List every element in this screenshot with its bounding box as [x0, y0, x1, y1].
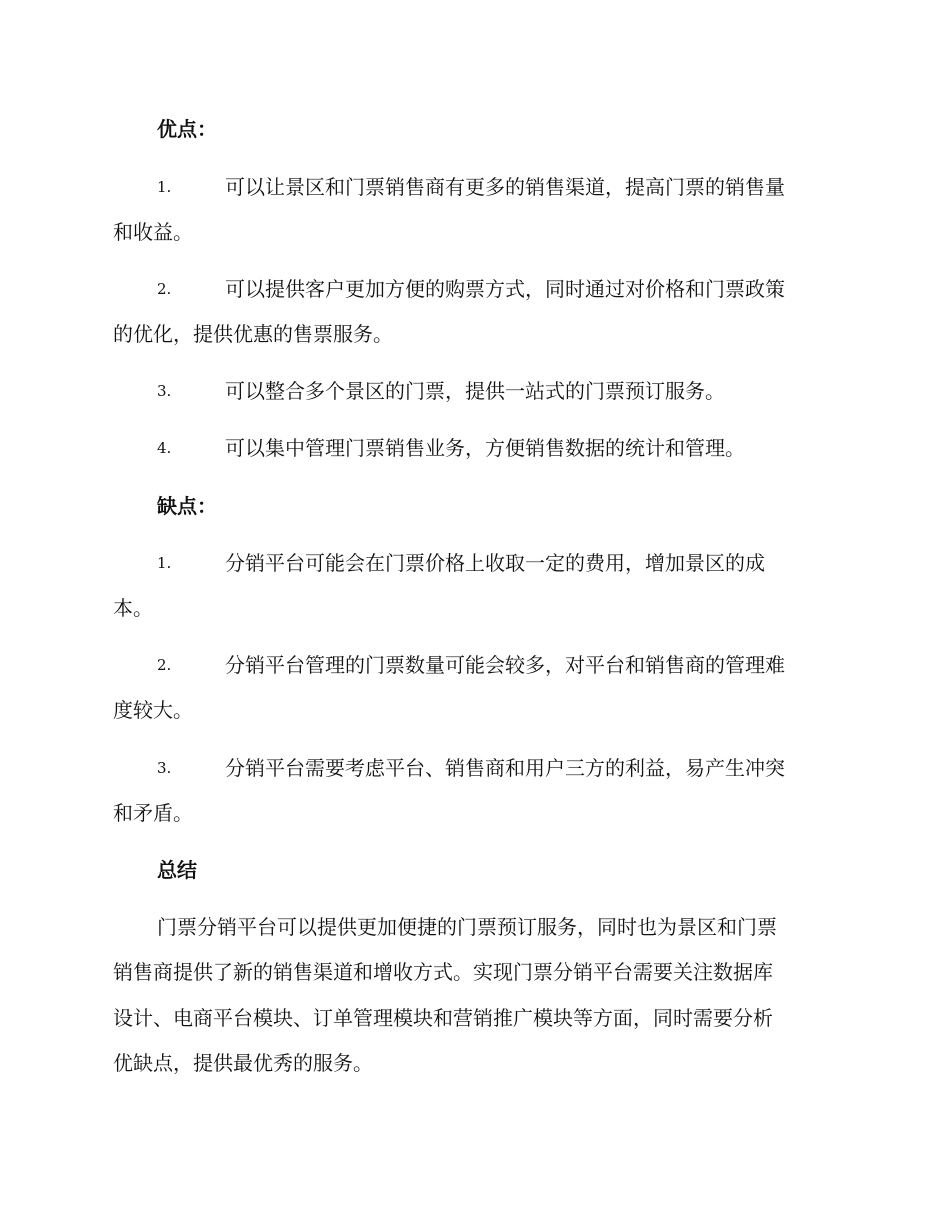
summary-line: 优缺点，提供最优秀的服务。 — [113, 1051, 373, 1075]
summary-line: 销售商提供了新的销售渠道和增收方式。实现门票分销平台需要关注数据库 — [113, 960, 773, 984]
list-item-text: 可以集中管理门票销售业务，方便销售数据的统计和管理。 — [225, 436, 745, 460]
list-number: 3. — [157, 759, 172, 777]
list-number: 3. — [157, 382, 172, 400]
pros-heading: 优点： — [157, 117, 217, 141]
list-number: 1. — [157, 554, 172, 572]
list-number: 1. — [157, 178, 172, 196]
list-item-text-continued: 和矛盾。 — [113, 801, 193, 825]
list-item-text: 可以整合多个景区的门票，提供一站式的门票预订服务。 — [225, 379, 725, 403]
list-item-text: 分销平台管理的门票数量可能会较多，对平台和销售商的管理难 — [225, 653, 785, 677]
list-item-text-continued: 的优化，提供优惠的售票服务。 — [113, 322, 393, 346]
list-number: 2. — [157, 656, 172, 674]
list-number: 4. — [157, 439, 172, 457]
list-item-text: 可以让景区和门票销售商有更多的销售渠道，提高门票的销售量 — [225, 175, 785, 199]
list-item-text: 可以提供客户更加方便的购票方式，同时通过对价格和门票政策 — [225, 277, 785, 301]
list-item-text-continued: 度较大。 — [113, 698, 193, 722]
list-item-text-continued: 和收益。 — [113, 220, 193, 244]
list-item-text: 分销平台可能会在门票价格上收取一定的费用，增加景区的成 — [225, 551, 765, 575]
cons-heading: 缺点： — [157, 494, 217, 518]
summary-line: 设计、电商平台模块、订单管理模块和营销推广模块等方面，同时需要分析 — [113, 1006, 773, 1030]
summary-heading: 总结 — [157, 858, 197, 882]
list-item-text-continued: 本。 — [113, 596, 153, 620]
summary-line: 门票分销平台可以提供更加便捷的门票预订服务，同时也为景区和门票 — [157, 915, 777, 939]
list-number: 2. — [157, 280, 172, 298]
list-item-text: 分销平台需要考虑平台、销售商和用户三方的利益，易产生冲突 — [225, 756, 785, 780]
